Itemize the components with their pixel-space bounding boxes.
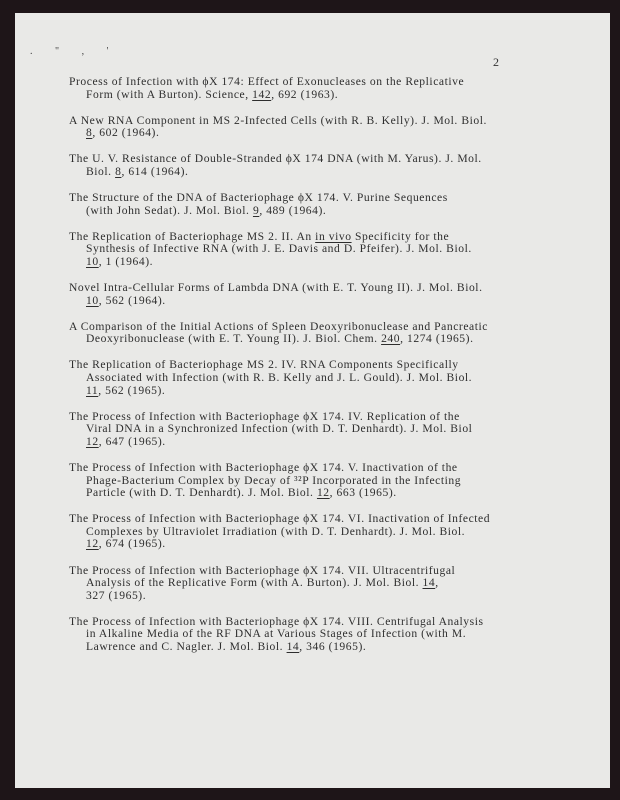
reference-line (69, 166, 589, 179)
underlined-text: 240 (381, 332, 401, 346)
underlined-text: 12 (86, 537, 99, 551)
reference-text: , 1 (1964). (98, 254, 154, 268)
reference-text: Deoxyribonuclease (with E. T. Young II). J. Biol. Chem. (86, 332, 382, 346)
reference-text: Form (with A Burton). Science, (86, 87, 253, 101)
reference-line (69, 436, 589, 449)
reference-line (69, 127, 589, 140)
reference-entry (69, 462, 589, 500)
reference-entry (69, 359, 589, 397)
reference-text: , 674 (1965). (98, 537, 166, 551)
reference-entry (69, 153, 589, 178)
reference-text: Complexes by Ultraviolet Irradiation (with D. T. Denhardt). J. Mol. Biol. (86, 524, 466, 538)
reference-text: , 663 (1965). (329, 486, 397, 500)
reference-text: Particle (with D. T. Denhardt). J. Mol. Biol. (86, 486, 317, 500)
reference-entry (69, 76, 589, 101)
reference-text: , 489 (1964). (259, 203, 327, 217)
reference-text: 327 (1965). (86, 588, 147, 602)
reference-text: The Process of Infection with Bacteriophage ϕX 174. V. Inactivation of the (69, 460, 458, 474)
reference-entry (69, 616, 589, 654)
reference-entry (69, 192, 589, 217)
reference-text: , 647 (1965). (98, 434, 166, 448)
reference-line (69, 590, 589, 603)
reference-text: in Alkaline Media of the RF DNA at Various Stages of Infection (with M. (86, 627, 467, 641)
reference-line (69, 538, 589, 551)
reference-entry (69, 115, 589, 140)
reference-text: The Replication of Bacteriophage MS 2. II. An (69, 229, 316, 243)
reference-list (69, 76, 589, 667)
reference-entry (69, 411, 589, 449)
underlined-text: 9 (252, 203, 260, 217)
reference-line (69, 385, 589, 398)
reference-entry (69, 565, 589, 603)
reference-entry (69, 282, 589, 307)
underlined-text: 11 (86, 383, 99, 397)
reference-line (69, 577, 589, 590)
underlined-text: 12 (86, 434, 99, 448)
underlined-text: 10 (86, 293, 99, 307)
reference-text: The Structure of the DNA of Bacteriophage ϕX 174. V. Purine Sequences (69, 191, 448, 205)
reference-entry (69, 321, 589, 346)
reference-text: The Process of Infection with Bacteriophage ϕX 174. VII. Ultracentrifugal (69, 563, 456, 577)
reference-line (69, 333, 589, 346)
reference-line (69, 487, 589, 500)
reference-text: Biol. (86, 164, 116, 178)
reference-text: A New RNA Component in MS 2-Infected Cells (with R. B. Kelly). J. Mol. Biol. (69, 113, 487, 127)
reference-text: Lawrence and C. Nagler. J. Mol. Biol. (86, 640, 287, 653)
reference-text: A Comparison of the Initial Actions of Spleen Deoxyribonuclease and Pancreatic (69, 319, 488, 333)
reference-line (69, 256, 589, 269)
reference-line (69, 205, 589, 218)
reference-line (69, 89, 589, 102)
reference-text: The Process of Infection with Bacteriophage ϕX 174. VIII. Centrifugal Analysis (69, 614, 484, 628)
reference-text: The Process of Infection with Bacteriophage ϕX 174. IV. Replication of the (69, 409, 460, 423)
reference-text: , 614 (1964). (121, 164, 189, 178)
underlined-text: 142 (252, 87, 272, 101)
reference-text: Phage-Bacterium Complex by Decay of ³²P Incorporated in the Infecting (86, 473, 462, 487)
reference-line (69, 295, 589, 308)
reference-text: Analysis of the Replicative Form (with A. Burton). J. Mol. Biol. (86, 576, 423, 590)
underlined-text: 8 (86, 126, 93, 140)
reference-line (69, 641, 589, 654)
reference-entry (69, 513, 589, 551)
reference-text: The Replication of Bacteriophage MS 2. IV. RNA Components Specifically (69, 358, 459, 372)
reference-text: , 346 (1965). (299, 640, 367, 653)
reference-text: Novel Intra-Cellular Forms of Lambda DNA (with E. T. Young II). J. Mol. Biol. (69, 281, 483, 295)
scan-specks: . " , ' (30, 46, 119, 57)
reference-text: Viral DNA in a Synchronized Infection (with D. T. Denhardt). J. Mol. Biol (86, 422, 473, 436)
underlined-text: 12 (316, 486, 330, 500)
reference-text: , 562 (1965). (98, 383, 166, 397)
reference-text: , 1274 (1965). (400, 332, 474, 346)
reference-text: (with John Sedat). J. Mol. Biol. (86, 203, 253, 217)
reference-entry (69, 231, 589, 269)
reference-text: , 562 (1964). (98, 293, 166, 307)
reference-text: The U. V. Resistance of Double-Stranded ϕX 174 DNA (with M. Yarus). J. Mol. (69, 152, 482, 166)
reference-text: The Process of Infection with Bacteriophage ϕX 174. VI. Inactivation of Infected (69, 512, 491, 526)
reference-text: , 692 (1963). (271, 87, 339, 101)
underlined-text: in vivo (315, 229, 352, 243)
underlined-text: 8 (115, 164, 122, 178)
reference-text: Specificity for the (351, 229, 450, 243)
reference-text: Associated with Infection (with R. B. Kelly and J. L. Gould). J. Mol. Biol. (86, 371, 473, 384)
underlined-text: 14 (286, 640, 300, 653)
underlined-text: 14 (422, 576, 436, 590)
underlined-text: 10 (86, 254, 99, 268)
page-number: 2 (493, 55, 499, 69)
reference-text: Process of Infection with ϕX 174: Effect of Exonucleases on the Replicative (69, 75, 465, 88)
reference-text: , (435, 576, 439, 590)
reference-text: , 602 (1964). (92, 126, 160, 140)
reference-text: Synthesis of Infective RNA (with J. E. Davis and D. Pfeifer). J. Mol. Biol. (86, 242, 472, 256)
